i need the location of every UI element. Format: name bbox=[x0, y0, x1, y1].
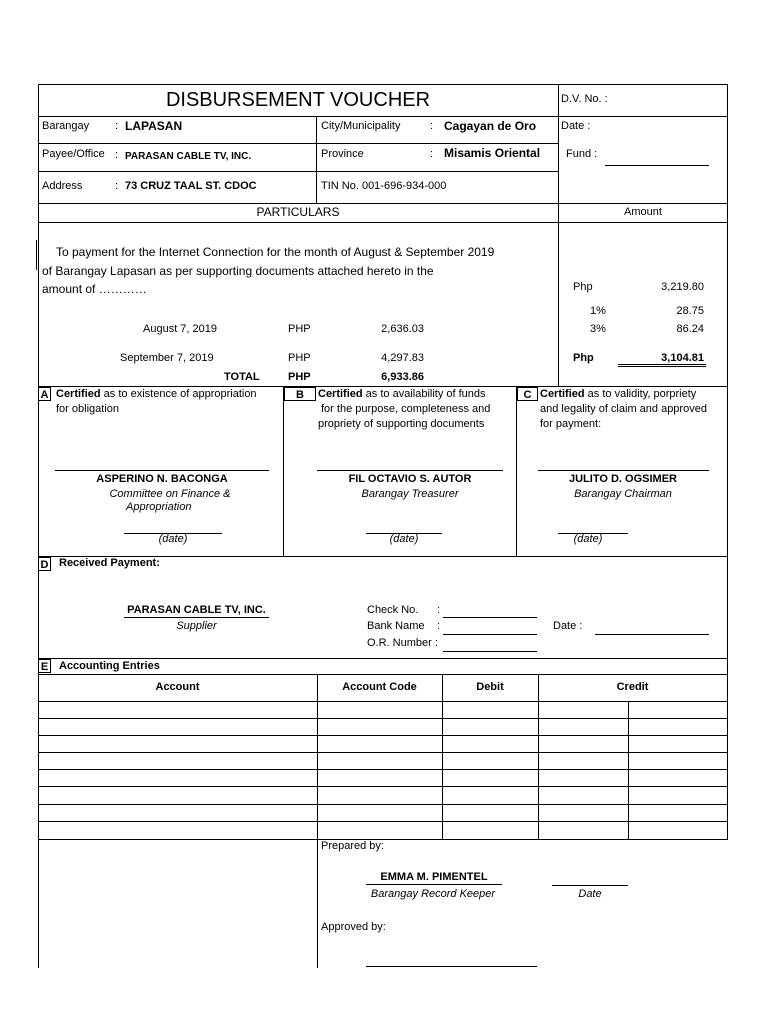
certified-word: Certified bbox=[56, 388, 101, 400]
payee-label: Payee/Office bbox=[42, 148, 105, 160]
fund-label: Fund : bbox=[566, 148, 598, 160]
amount-value: 3,219.80 bbox=[661, 281, 704, 293]
particulars-line-2: of Barangay Lapasan as per supporting documents attached hereto in the bbox=[42, 264, 434, 278]
column-header-account-code: Account Code bbox=[342, 681, 417, 693]
total-label: TOTAL bbox=[224, 371, 260, 383]
tax-2-value: 86.24 bbox=[676, 323, 704, 335]
or-number-label: O.R. Number : bbox=[367, 637, 438, 649]
cert-c-name: JULITO D. OGSIMER bbox=[569, 473, 677, 485]
cert-c-text-3: for payment: bbox=[540, 418, 602, 430]
cert-b-text-1 bbox=[318, 388, 486, 401]
cert-a-letter: A bbox=[38, 387, 51, 401]
barangay-label: Barangay bbox=[42, 120, 90, 132]
net-currency: Php bbox=[573, 352, 594, 364]
item-date: August 7, 2019 bbox=[143, 323, 218, 335]
particulars-left-mark bbox=[36, 240, 37, 270]
province-label: Province bbox=[321, 148, 364, 160]
item-amount: 2,636.03 bbox=[381, 323, 424, 335]
check-no-field[interactable] bbox=[443, 617, 537, 618]
tin-label: TIN No. 001-696-934-000 bbox=[321, 180, 447, 192]
net-amount: 3,104.81 bbox=[661, 352, 704, 364]
check-no-colon: : bbox=[437, 604, 441, 616]
certified-word: Certified bbox=[318, 388, 363, 400]
cert-c-date: (date) bbox=[573, 533, 603, 545]
column-header-credit: Credit bbox=[616, 681, 649, 693]
prepared-by-label: Prepared by: bbox=[321, 840, 384, 852]
prepared-name: EMMA M. PIMENTEL bbox=[380, 871, 488, 883]
net-double-underline bbox=[618, 364, 706, 365]
received-label: Received Payment: bbox=[59, 557, 160, 569]
province-value: Misamis Oriental bbox=[444, 146, 541, 160]
cert-b-text-3: propriety of supporting documents bbox=[318, 418, 485, 430]
or-number-field[interactable] bbox=[443, 651, 537, 652]
cert-c-letter: C bbox=[517, 387, 538, 401]
bank-name-field[interactable] bbox=[443, 634, 537, 635]
accounting-label: Accounting Entries bbox=[59, 660, 160, 672]
tax-2-label: 3% bbox=[590, 323, 606, 335]
item-amount: 4,297.83 bbox=[381, 352, 424, 364]
cert-a-role-2: Appropriation bbox=[126, 501, 192, 513]
cert-c-signature-line bbox=[538, 470, 709, 471]
prepared-date-label: Date bbox=[578, 888, 602, 900]
cert-c-role: Barangay Chairman bbox=[574, 488, 672, 500]
approved-by-label: Approved by: bbox=[321, 921, 386, 933]
cert-b-text-1-rest: as to availability of funds bbox=[362, 388, 486, 400]
supplier-signature-line bbox=[124, 617, 269, 618]
supplier-name: PARASAN CABLE TV, INC. bbox=[127, 604, 266, 616]
check-no-label: Check No. bbox=[367, 604, 419, 616]
cert-c-text-2: and legality of claim and approved bbox=[540, 403, 707, 415]
certified-word: Certified bbox=[540, 388, 585, 400]
cert-b-signature-line bbox=[317, 470, 503, 471]
total-currency: PHP bbox=[288, 371, 311, 383]
particulars-header: PARTICULARS bbox=[256, 205, 340, 219]
barangay-colon: : bbox=[115, 120, 119, 132]
item-currency: PHP bbox=[288, 323, 311, 335]
address-value: 73 CRUZ TAAL ST. CDOC bbox=[125, 180, 257, 192]
cert-c-text-1 bbox=[540, 388, 696, 401]
payee-colon: : bbox=[115, 149, 119, 161]
address-label: Address bbox=[42, 180, 83, 192]
item-date: September 7, 2019 bbox=[120, 352, 214, 364]
received-date-label: Date : bbox=[553, 620, 583, 632]
total-amount: 6,933.86 bbox=[381, 371, 424, 383]
city-value: Cagayan de Oro bbox=[444, 119, 537, 133]
supplier-role: Supplier bbox=[176, 620, 217, 632]
city-label: City/Municipality bbox=[321, 120, 401, 132]
tax-1-label: 1% bbox=[590, 305, 606, 317]
accounting-letter: E bbox=[38, 659, 51, 673]
cert-b-role: Barangay Treasurer bbox=[361, 488, 459, 500]
cert-a-date: (date) bbox=[158, 533, 188, 545]
cert-b-name: FIL OCTAVIO S. AUTOR bbox=[348, 473, 472, 485]
bank-name-label: Bank Name bbox=[367, 620, 425, 632]
prepared-role: Barangay Record Keeper bbox=[370, 888, 496, 900]
cert-b-letter: B bbox=[284, 387, 316, 401]
cert-a-text-1 bbox=[56, 388, 257, 401]
cert-a-text-1-rest: as to existence of appropriation bbox=[100, 388, 257, 400]
date-label: Date : bbox=[561, 120, 591, 132]
city-colon: : bbox=[430, 120, 434, 132]
province-colon: : bbox=[430, 148, 434, 160]
received-date-field[interactable] bbox=[595, 634, 709, 635]
column-header-account: Account bbox=[155, 681, 200, 693]
payee-value: PARASAN CABLE TV, INC. bbox=[125, 151, 252, 162]
column-header-debit: Debit bbox=[476, 681, 504, 693]
cert-c-text-1-rest: as to validity, porpriety bbox=[584, 388, 697, 400]
received-letter: D bbox=[38, 557, 51, 571]
amount-header: Amount bbox=[624, 206, 662, 218]
cert-a-role-1: Committee on Finance & bbox=[109, 488, 231, 500]
cert-b-text-2: for the purpose, completeness and bbox=[321, 403, 491, 415]
fund-underline bbox=[605, 165, 709, 166]
barangay-value: LAPASAN bbox=[125, 119, 183, 133]
approved-signature-line bbox=[366, 966, 537, 967]
net-double-underline bbox=[618, 366, 706, 367]
prepared-date-line bbox=[552, 885, 628, 886]
cert-b-date: (date) bbox=[389, 533, 419, 545]
prepared-signature-line bbox=[366, 884, 502, 885]
dv-no-label: D.V. No. : bbox=[561, 93, 608, 105]
particulars-line-1: To payment for the Internet Connection for the month of August & September 2019 bbox=[56, 245, 495, 259]
particulars-line-3: amount of ………… bbox=[42, 282, 147, 296]
address-colon: : bbox=[115, 180, 119, 192]
cert-a-name: ASPERINO N. BACONGA bbox=[96, 473, 228, 485]
cert-a-text-2: for obligation bbox=[56, 403, 119, 415]
page-title: DISBURSEMENT VOUCHER bbox=[165, 89, 431, 111]
cert-a-signature-line bbox=[55, 470, 269, 471]
item-currency: PHP bbox=[288, 352, 311, 364]
tax-1-value: 28.75 bbox=[676, 305, 704, 317]
bank-name-colon: : bbox=[437, 620, 441, 632]
amount-currency: Php bbox=[573, 281, 593, 293]
